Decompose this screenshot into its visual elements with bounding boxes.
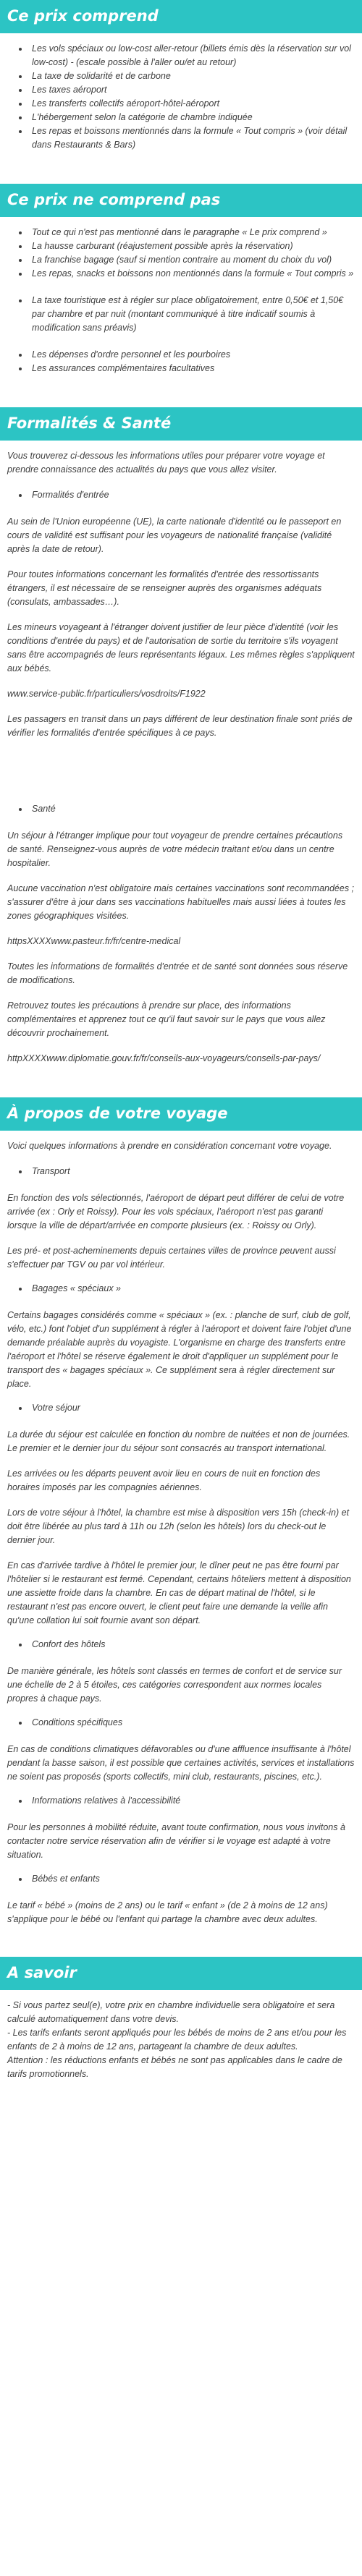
- section-title-not-included: Ce prix ne comprend pas: [0, 184, 362, 217]
- specific-conditions-label: • Conditions spécifiques: [29, 1716, 355, 1730]
- health-label: • Santé: [29, 802, 355, 816]
- entry-heading-list: [7, 488, 355, 502]
- not-included-list-b: [7, 294, 355, 335]
- conditions-heading-list: [7, 1716, 355, 1730]
- included-list: [7, 42, 355, 152]
- transport-label: • Transport: [29, 1165, 355, 1178]
- paragraph: En fonction des vols sélectionnés, l'aéroport de départ peut différer de celui de votre arrivée (ex : Orly et Roissy). Pour les vols spéciaux, l'aéroport n'est pas garanti lorsque la ville de départ/arrivée en comporte plusieurs (ex. : Roissy ou Orly).: [7, 1193, 345, 1230]
- list-item: • La taxe de solidarité et de carbone: [29, 69, 355, 83]
- special-baggage-label: • Bagages « spéciaux »: [29, 1282, 355, 1296]
- accessibility-label: • Informations relatives à l'accessibilité: [29, 1794, 355, 1808]
- list-item: • Les dépenses d'ordre personnel et les pourboires: [29, 348, 355, 362]
- accessibility-heading-list: [7, 1794, 355, 1808]
- paragraph: Attention : les réductions enfants et bébés ne sont pas applicables dans le cadre de tarifs promotionnels.: [7, 2055, 342, 2079]
- formalities-intro: Vous trouverez ci-dessous les informations utiles pour préparer votre voyage et prendre connaissance des actualités du pays que vous allez visiter.: [7, 451, 325, 475]
- section-title-good-to-know: A savoir: [0, 1957, 362, 1990]
- paragraph: - Si vous partez seul(e), votre prix en chambre individuelle sera obligatoire et sera calculé automatiquement dans votre devis.: [7, 2000, 335, 2024]
- list-item: • La taxe touristique est à régler sur place obligatoirement, entre 0,50€ et 1,50€ par chambre et par nuit (montant communiqué à titre indicatif soumis à modification sans préavis): [29, 294, 355, 335]
- list-item: • La hausse carburant (réajustement possible après la réservation): [29, 239, 355, 253]
- list-item: • La franchise bagage (sauf si mention contraire au moment du choix du vol): [29, 253, 355, 267]
- paragraph: En cas de conditions climatiques défavorables ou d'une affluence insuffisante à l'hôtel pendant la basse saison, il est possible que certaines activités, services et installations ne soient pas proposés (sports collectifs, mini club, restaurants, piscines, etc.).: [7, 1744, 355, 1782]
- not-included-content: [0, 217, 362, 386]
- formalities-content: [0, 441, 362, 1076]
- list-item: • Les repas, snacks et boissons non mentionnés dans la formule « Tout compris »: [29, 267, 355, 281]
- comfort-heading-list: [7, 1638, 355, 1652]
- paragraph: Les mineurs voyageant à l'étranger doivent justifier de leur pièce d'identité (voir les conditions d'entrée du pays) et de l'autorisation de sortie du territoire s'ils voyagent sans être accompagnés de leurs représentants légaux. Les mêmes règles s'appliquent aux bébés.: [7, 622, 355, 673]
- paragraph: Les pré- et post-acheminements depuis certaines villes de province peuvent aussi s'effectuer par TGV ou par vol intérieur.: [7, 1246, 336, 1270]
- paragraph: Aucune vaccination n'est obligatoire mais certaines vaccinations sont recommandées ; s'assurer d'être à jour dans ses vaccinations habituelles mais aussi liées à toutes les zones géographiques visitées.: [7, 883, 355, 921]
- paragraph: Certains bagages considérés comme « spéciaux » (ex. : planche de surf, club de golf, vélo, etc.) font l'objet d'un supplément à régler à l'aéroport et doivent faire l'objet d'une demande préalable auprès du voyagiste. L'organisme en charge des transferts entre l'aéroport et l'hôtel se réserve également le droit d'appliquer un supplément pour le transport des « bagages spéciaux ». Ce supplément sera à régler directement sur place.: [7, 1310, 352, 1389]
- paragraph: Un séjour à l'étranger implique pour tout voyageur de prendre certaines précautions de santé. Renseignez-vous auprès de votre médecin traitant et/ou dans un centre hospitalier.: [7, 830, 343, 868]
- paragraph: En cas d'arrivée tardive à l'hôtel le premier jour, le dîner peut ne pas être fourni par l'hôtelier si le restaurant est fermé. Cependant, certains hôteliers mettent à disposition une assiette froide dans la chambre. En cas de départ matinal de l'hôtel, si le restaurant n'est pas encore ouvert, le client peut faire une demande la veille afin qu'une collation lui soit fournie avant son départ.: [7, 1560, 351, 1625]
- hotel-comfort-label: • Confort des hôtels: [29, 1638, 355, 1652]
- baggage-heading-list: [7, 1282, 355, 1296]
- not-included-list-c: [7, 348, 355, 375]
- paragraph: Au sein de l'Union européenne (UE), la carte nationale d'identité ou le passeport en cours de validité est suffisant pour les voyageurs de nationalité française (validité après la date de retour).: [7, 517, 342, 554]
- not-included-list-a: [7, 226, 355, 281]
- stay-label: • Votre séjour: [29, 1401, 355, 1415]
- stay-heading-list: [7, 1401, 355, 1415]
- paragraph: Pour toutes informations concernant les formalités d'entrée des ressortissants étrangers, il est nécessaire de se renseigner auprès des organismes adéquats (consulats, ambassades…).: [7, 569, 322, 607]
- health-heading-list: [7, 802, 355, 816]
- paragraph: - Les tarifs enfants seront appliqués pour les bébés de moins de 2 ans et/ou pour les enfants de 2 à moins de 12 ans, partageant la chambre de deux adultes.: [7, 2028, 347, 2052]
- section-title-included: Ce prix comprend: [0, 0, 362, 33]
- paragraph: Les passagers en transit dans un pays différent de leur destination finale sont priés de vérifier les formalités d'entrée spécifiques à ce pays.: [7, 714, 353, 738]
- about-trip-content: [0, 1131, 362, 1937]
- paragraph: Le tarif « bébé » (moins de 2 ans) ou le tarif « enfant » (de 2 à moins de 12 ans) s'applique pour le bébé ou l'enfant qui partage la chambre avec deux adultes.: [7, 1900, 328, 1924]
- list-item: • Les transferts collectifs aéroport-hôtel-aéroport: [29, 97, 355, 111]
- paragraph: Les arrivées ou les départs peuvent avoir lieu en cours de nuit en fonction des horaires imposés par les compagnies aériennes.: [7, 1468, 321, 1492]
- list-item: • Les vols spéciaux ou low-cost aller-retour (billets émis dès la réservation sur vol low-cost) - (escale possible à l'aller ou/et au retour): [29, 42, 355, 69]
- spacer: [7, 752, 355, 802]
- transport-heading-list: [7, 1165, 355, 1178]
- section-title-about-trip: À propos de votre voyage: [0, 1097, 362, 1131]
- babies-children-label: • Bébés et enfants: [29, 1872, 355, 1886]
- paragraph: Lors de votre séjour à l'hôtel, la chambre est mise à disposition vers 15h (check-in) et doit être libérée au plus tard à 11h ou 12h (selon les hôtels) lors du check-out le dernier jour.: [7, 1508, 350, 1545]
- diplomatie-link[interactable]: httpXXXXwww.diplomatie.gouv.fr/fr/conseils-aux-voyageurs/conseils-par-pays/: [7, 1053, 321, 1063]
- paragraph: Toutes les informations de formalités d'entrée et de santé sont données sous réserve de modifications.: [7, 961, 348, 985]
- list-item: • Les repas et boissons mentionnés dans la formule « Tout compris » (voir détail dans Restaurants & Bars): [29, 124, 355, 152]
- pasteur-link[interactable]: httpsXXXXwww.pasteur.fr/fr/centre-medical: [7, 936, 181, 946]
- about-intro: Voici quelques informations à prendre en considération concernant votre voyage.: [7, 1141, 332, 1151]
- list-item: • L'hébergement selon la catégorie de chambre indiquée: [29, 111, 355, 124]
- service-public-link[interactable]: www.service-public.fr/particuliers/vosdroits/F1922: [7, 689, 206, 699]
- list-item: • Les taxes aéroport: [29, 83, 355, 97]
- children-heading-list: [7, 1872, 355, 1886]
- section-title-formalities: Formalités & Santé: [0, 407, 362, 441]
- entry-formalities-label: • Formalités d'entrée: [29, 488, 355, 502]
- paragraph: De manière générale, les hôtels sont classés en termes de confort et de service sur une échelle de 2 à 5 étoiles, ces catégories correspondent aux normes locales propres à chaque pays.: [7, 1666, 342, 1704]
- list-item: • Tout ce qui n'est pas mentionné dans le paragraphe « Le prix comprend »: [29, 226, 355, 239]
- good-to-know-content: [0, 1990, 362, 2091]
- paragraph: La durée du séjour est calculée en fonction du nombre de nuitées et non de journées. Le premier et le dernier jour du séjour sont consacrés au transport international.: [7, 1429, 350, 1453]
- list-item: • Les assurances complémentaires facultatives: [29, 362, 355, 375]
- paragraph: Retrouvez toutes les précautions à prendre sur place, des informations complémentaires et apprenez tout ce qu'il faut savoir sur le pays que vous allez découvrir prochainement.: [7, 1000, 326, 1038]
- included-content: [0, 33, 362, 162]
- paragraph: Pour les personnes à mobilité réduite, avant toute confirmation, nous vous invitons à contacter notre service réservation afin de vérifier si le voyage est adapté à votre situation.: [7, 1822, 345, 1860]
